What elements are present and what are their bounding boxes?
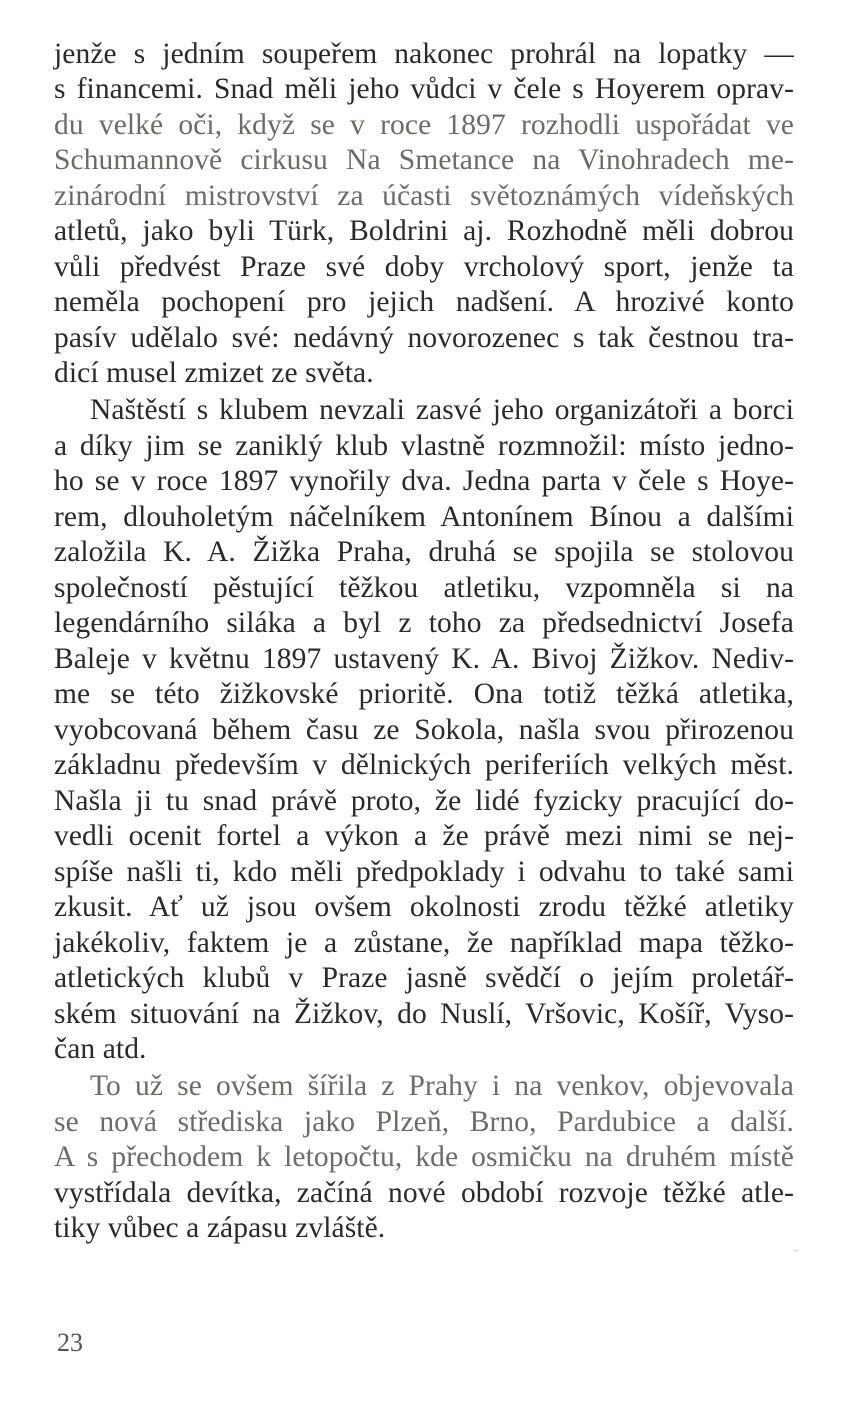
text-line: me se této žižkovské prioritě. Ona totiž těžká atletika,	[54, 678, 794, 710]
text-line: ho se v roce 1897 vynořily dva. Jedna parta v čele s Hoye-	[54, 465, 794, 497]
text-line: se nová střediska jako Plzeň, Brno, Pardubice a další.	[54, 1106, 794, 1138]
text-line: To už se ovšem šířila z Prahy i na venkov, objevovala	[90, 1070, 794, 1102]
text-line: du velké oči, když se v roce 1897 rozhodli uspořádat ve	[54, 109, 794, 141]
text-line: Schumannově cirkusu Na Smetance na Vinohradech me-	[54, 144, 794, 176]
text-line: vedli ocenit fortel a výkon a že právě mezi nimi se nej-	[54, 820, 794, 852]
text-line: neměla pochopení pro jejich nadšení. A hrozivé konto	[54, 286, 794, 318]
text-line: pasív udělalo své: nedávný novorozenec s tak čestnou tra-	[54, 322, 794, 354]
text-line: vyobcovaná během času ze Sokola, našla svou přirozenou	[54, 714, 794, 746]
text-line: Baleje v květnu 1897 ustavený K. A. Bivoj Žižkov. Nediv-	[54, 643, 794, 675]
text-line: čan atd.	[54, 1033, 147, 1065]
text-line: založila K. A. Žižka Praha, druhá se spojila se stolovou	[54, 536, 794, 568]
paper-speck	[794, 1250, 797, 1251]
text-line: Naštěstí s klubem nevzali zasvé jeho organizátoři a borci	[90, 394, 794, 426]
text-line: tiky vůbec a zápasu zvláště.	[54, 1212, 386, 1244]
text-line: atletů, jako byli Türk, Boldrini aj. Rozhodně měli dobrou	[54, 215, 794, 247]
text-line: dicí musel zmizet ze světa.	[54, 357, 374, 389]
text-line: základnu především v dělnických periferiích velkých měst.	[54, 749, 794, 781]
text-line: zinárodní mistrovství za účasti světoznámých vídeňských	[54, 180, 794, 212]
text-line: jenže s jedním soupeřem nakonec prohrál na lopatky —	[54, 38, 794, 70]
text-line: Našla ji tu snad právě proto, že lidé fyzicky pracující do-	[54, 785, 794, 817]
text-line: spíše našli ti, kdo měli předpoklady i odvahu to také sami	[54, 856, 794, 888]
text-line: vystřídala devítka, začíná nové období rozvoje těžké atle-	[54, 1177, 794, 1209]
text-line: atletických klubů v Praze jasně svědčí o jejím proletář-	[54, 962, 794, 994]
text-line: jakékoliv, faktem je a zůstane, že například mapa těžko-	[54, 927, 794, 959]
text-line: s financemi. Snad měli jeho vůdci v čele s Hoyerem oprav-	[54, 73, 794, 105]
page-number: 23	[57, 1328, 83, 1357]
text-line: a díky jim se zaniklý klub vlastně rozmnožil: místo jedno-	[54, 430, 794, 462]
text-line: rem, dlouholetým náčelníkem Antonínem Bínou a dalšími	[54, 501, 794, 533]
text-line: A s přechodem k letopočtu, kde osmičku na druhém místě	[54, 1141, 794, 1173]
text-line: zkusit. Ať už jsou ovšem okolnosti zrodu těžké atletiky	[54, 891, 794, 923]
text-line: ském situování na Žižkov, do Nuslí, Vršovic, Košíř, Vyso-	[54, 998, 794, 1030]
text-line: legendárního siláka a byl z toho za předsednictví Josefa	[54, 607, 794, 639]
text-line: vůli předvést Praze své doby vrcholový sport, jenže ta	[54, 251, 794, 283]
text-line: společností pěstující těžkou atletiku, vzpomněla si na	[54, 572, 794, 604]
